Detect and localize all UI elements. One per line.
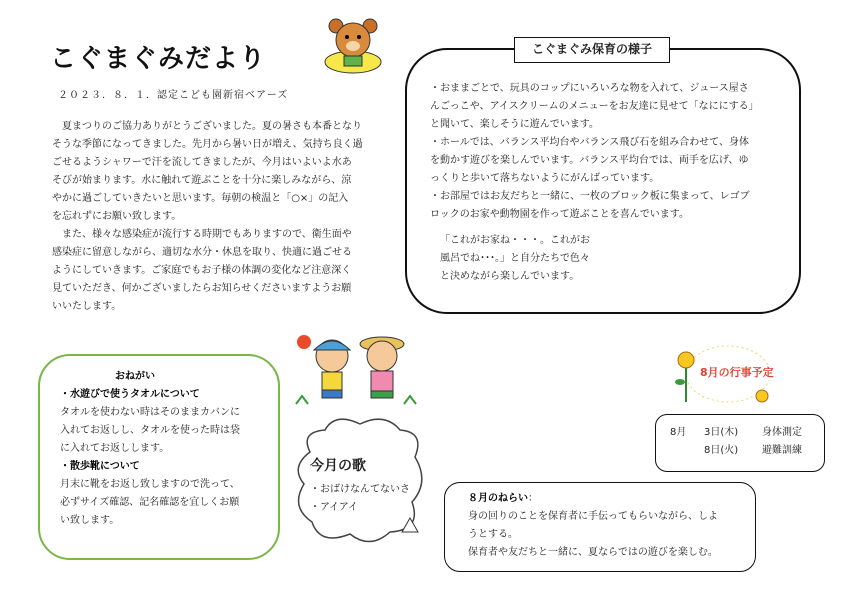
activity-line: ・お部屋ではお友だちと一緒に、一枚のブロック板に集まって、レゴブ (430, 191, 750, 202)
intro-line: やかに過ごしていきたいと思います。毎朝の検温と「○×」の記入 (52, 193, 349, 204)
request-line: タオルを使わない時はそのままカバンに (60, 407, 240, 418)
request-line: い致します。 (60, 515, 120, 526)
quote-line: と決めながら楽しんでいます。 (440, 271, 580, 282)
request-line: 入れてお返しし、タオルを使った時は袋 (60, 425, 240, 436)
quote-line: 「これがお家ね・・・。これがお (440, 235, 590, 246)
intro-line: ようにしていきます。ご家庭でもお子様の体調の変化など注意深く (52, 265, 352, 276)
date-line: ２０２３．８．１．認定こども園新宿ベアーズ (58, 90, 289, 101)
schedule-month: 8月 (670, 427, 687, 438)
children-illustration (294, 328, 424, 408)
activity-line: を動かす遊びを楽しんでいます。バランス平均台では、両手を広げ、ゆ (430, 155, 749, 166)
activity-line: ロックのお家や動物園を作って遊ぶことを喜んでいます。 (430, 209, 689, 220)
request-heading: ・水遊びで使うタオルについて (60, 389, 200, 400)
schedule-event: 身体測定 (762, 427, 802, 438)
activity-text (430, 80, 800, 224)
activity-line: ・ホールでは、バランス平均台やバランス飛び石を組み合わせて、身体 (430, 137, 749, 148)
song-section (310, 455, 410, 517)
request-title: おねがい (115, 371, 155, 382)
song-item: ・アイアイ (310, 502, 358, 513)
request-heading: ・散歩靴について (60, 461, 140, 472)
activity-quote (440, 232, 590, 286)
newsletter-title: こぐまぐみだより (50, 44, 267, 74)
request-line: 月末に靴をお返し致しますので洗って、 (60, 479, 240, 490)
goal-section: ８月のねらい： 身の回りのことを保育者に手伝ってもらいながら、しよ うとする。 保育者や友だちと一緒に、夏ならではの遊びを楽しむ。 (468, 490, 718, 562)
goal-line: 保育者や友だちと一緒に、夏ならではの遊びを楽しむ。 (468, 547, 718, 558)
goal-title: ８月のねらい (468, 493, 528, 504)
request-content (60, 368, 275, 530)
activity-line: んごっこや、アイスクリームのメニューをお友達に見せて「なににする」 (430, 101, 759, 112)
schedule-badge-text: 8月の行事予定 (700, 366, 774, 379)
intro-line: 見ていただき、何かございましたらお知らせくださいますようお願 (52, 283, 352, 294)
schedule-event: 避難訓練 (762, 445, 802, 456)
song-title: 今月の歌 (310, 458, 366, 474)
schedule-day: 8日(火) (704, 445, 739, 456)
goal-line: 身の回りのことを保育者に手伝ってもらいながら、しよ (468, 511, 718, 522)
request-line: に入れてお返しします。 (60, 443, 170, 454)
intro-line: を忘れずにお願い致します。 (52, 211, 182, 222)
intro-line: 夏まつりのご協力ありがとうございました。夏の暑さも本番となり (52, 121, 362, 132)
schedule-list (670, 424, 802, 460)
intro-line: そびが始まります。水に触れて遊ぶことを十分に楽しみながら、涼 (52, 175, 352, 186)
schedule-row (670, 424, 802, 442)
song-item: ・おばけなんてないさ (310, 484, 410, 495)
intro-line: また、様々な感染症が流行する時期でもありますので、衛生面や (52, 229, 352, 240)
quote-line: 風呂でね･･･。」と自分たちで色々 (440, 253, 590, 264)
intro-line: いいたします。 (52, 301, 122, 312)
schedule-row (670, 442, 802, 460)
activity-line: っくりと歩いて落ちないようにがんばっています。 (430, 173, 660, 184)
request-line: 必ずサイズ確認、記名確認を宜しくお願 (60, 497, 240, 508)
activity-line: ・おままごとで、玩具のコップにいろいろな物を入れて、ジュース屋さ (430, 83, 749, 94)
schedule-day: 3日(木) (704, 427, 739, 438)
intro-line: 感染症に留意しながら、適切な水分・休息を取り、快適に過ごせる (52, 247, 352, 258)
bear-illustration (322, 14, 384, 76)
activity-line: と聞いて、楽しそうに遊んでいます。 (430, 119, 599, 130)
activity-title: こぐまぐみ保育の様子 (514, 37, 670, 63)
intro-line: そうな季節になってきました。先月から暑い日が増え、気持ち良く過 (52, 139, 363, 150)
intro-line: ごせるようシャワーで汗を流してきましたが、今月はいよいよ水あ (52, 157, 352, 168)
goal-line: うとする。 (468, 529, 518, 540)
intro-text (52, 118, 402, 316)
